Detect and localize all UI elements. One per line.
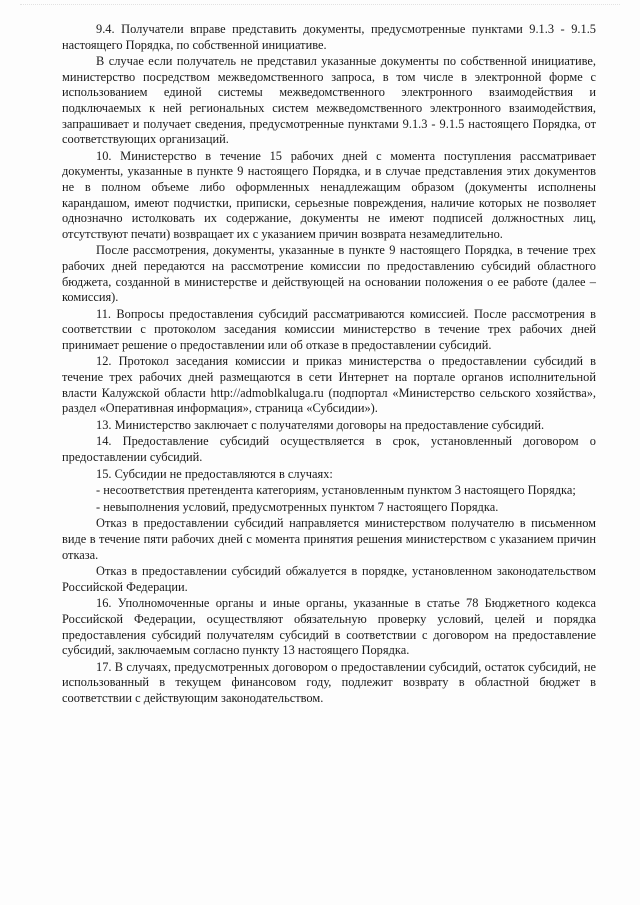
paragraph-10: 10. Министерство в течение 15 рабочих дней с момента поступления рассматривает документы, указанные в пункте 9 настоящего Порядка, и в случае представления этих документов не в полном объеме либо оформленных ненадлежащим образом (документы исполнены карандашом, имеют подчистки, приписки, серьезные повреждения, наличие которых не позволяет однозначно истолковать их содержание, документы не имеют подписей должностных лиц, отсутствуют печати) возвращает их с указанием причин возврата незамедлительно. bbox=[62, 148, 596, 241]
paragraph-15-item-1: - несоответствия претендента категориям, установленным пунктом 3 настоящего Порядка; bbox=[96, 483, 576, 498]
paragraph-request: В случае если получатель не представил указанные документы по собственной инициативе, министерство посредством межведомственного запроса, в том числе в электронной форме с использованием единой системы межведомственного электронного взаимодействия и подключаемых к ней региональных систем межведомственного электронного взаимодействия, запрашивает и получает сведения, предусмотренные пунктами 9.1.3 - 9.1.5 настоящего Порядка, от соответствующих организаций. bbox=[62, 54, 596, 147]
paragraph-appeal: Отказ в предоставлении субсидий обжалуется в порядке, установленном законодательством Российской Федерации. bbox=[62, 564, 596, 594]
paragraph-16: 16. Уполномоченные органы и иные органы, указанные в статье 78 Бюджетного кодекса Российской Федерации, осуществляют обязательную проверку условий, целей и порядка предоставления субсидий получателям субсидий в соответствии с договором на предоставление субсидий, заключаемым согласно пункту 13 настоящего Порядка. bbox=[62, 596, 596, 658]
paragraph-17: 17. В случаях, предусмотренных договором о предоставлении субсидий, остаток субсидий, не использованный в текущем финансовом году, подлежит возврату в областной бюджет в соответствии с действующим законодательством. bbox=[62, 659, 596, 705]
paragraph-12: 12. Протокол заседания комиссии и приказ министерства о предоставлении субсидий в течение трех рабочих дней размещаются в сети Интернет на портале органов исполнительной власти Калужской области http://admoblkaluga.ru (подпортал «Министерство сельского хозяйства», раздел «Оперативная информация», страница «Субсидии»). bbox=[62, 354, 596, 416]
paragraph-after-review: После рассмотрения, документы, указанные в пункте 9 настоящего Порядка, в течение трех рабочих дней передаются на рассмотрение комиссии по предоставлению субсидий областного бюджета, созданной в министерстве и действующей на основании положения о ее работе (далее – комиссия). bbox=[62, 243, 596, 305]
paragraph-14: 14. Предоставление субсидий осуществляется в срок, установленный договором о предоставлении субсидий. bbox=[62, 434, 596, 465]
paragraph-15: 15. Субсидии не предоставляются в случаях: bbox=[96, 466, 333, 481]
paragraph-13: 13. Министерство заключает с получателями договоры на предоставление субсидий. bbox=[96, 417, 545, 432]
document-body bbox=[62, 22, 596, 707]
scan-edge-line bbox=[20, 4, 620, 11]
paragraph-11: 11. Вопросы предоставления субсидий рассматриваются комиссией. После рассмотрения в соответствии с протоколом заседания комиссии министерство в течение трех рабочих дней принимает решение о предоставлении или об отказе в предоставлении субсидий. bbox=[62, 306, 596, 352]
paragraph-9-4: 9.4. Получатели вправе представить документы, предусмотренные пунктами 9.1.3 - 9.1.5 настоящего Порядка, по собственной инициативе. bbox=[62, 22, 596, 52]
paragraph-refusal: Отказ в предоставлении субсидий направляется министерством получателю в письменном виде в течение пяти рабочих дней с момента принятия решения министерством с указанием причин отказа. bbox=[62, 516, 596, 562]
paragraph-15-item-2: - невыполнения условий, предусмотренных пунктом 7 настоящего Порядка. bbox=[96, 499, 499, 514]
